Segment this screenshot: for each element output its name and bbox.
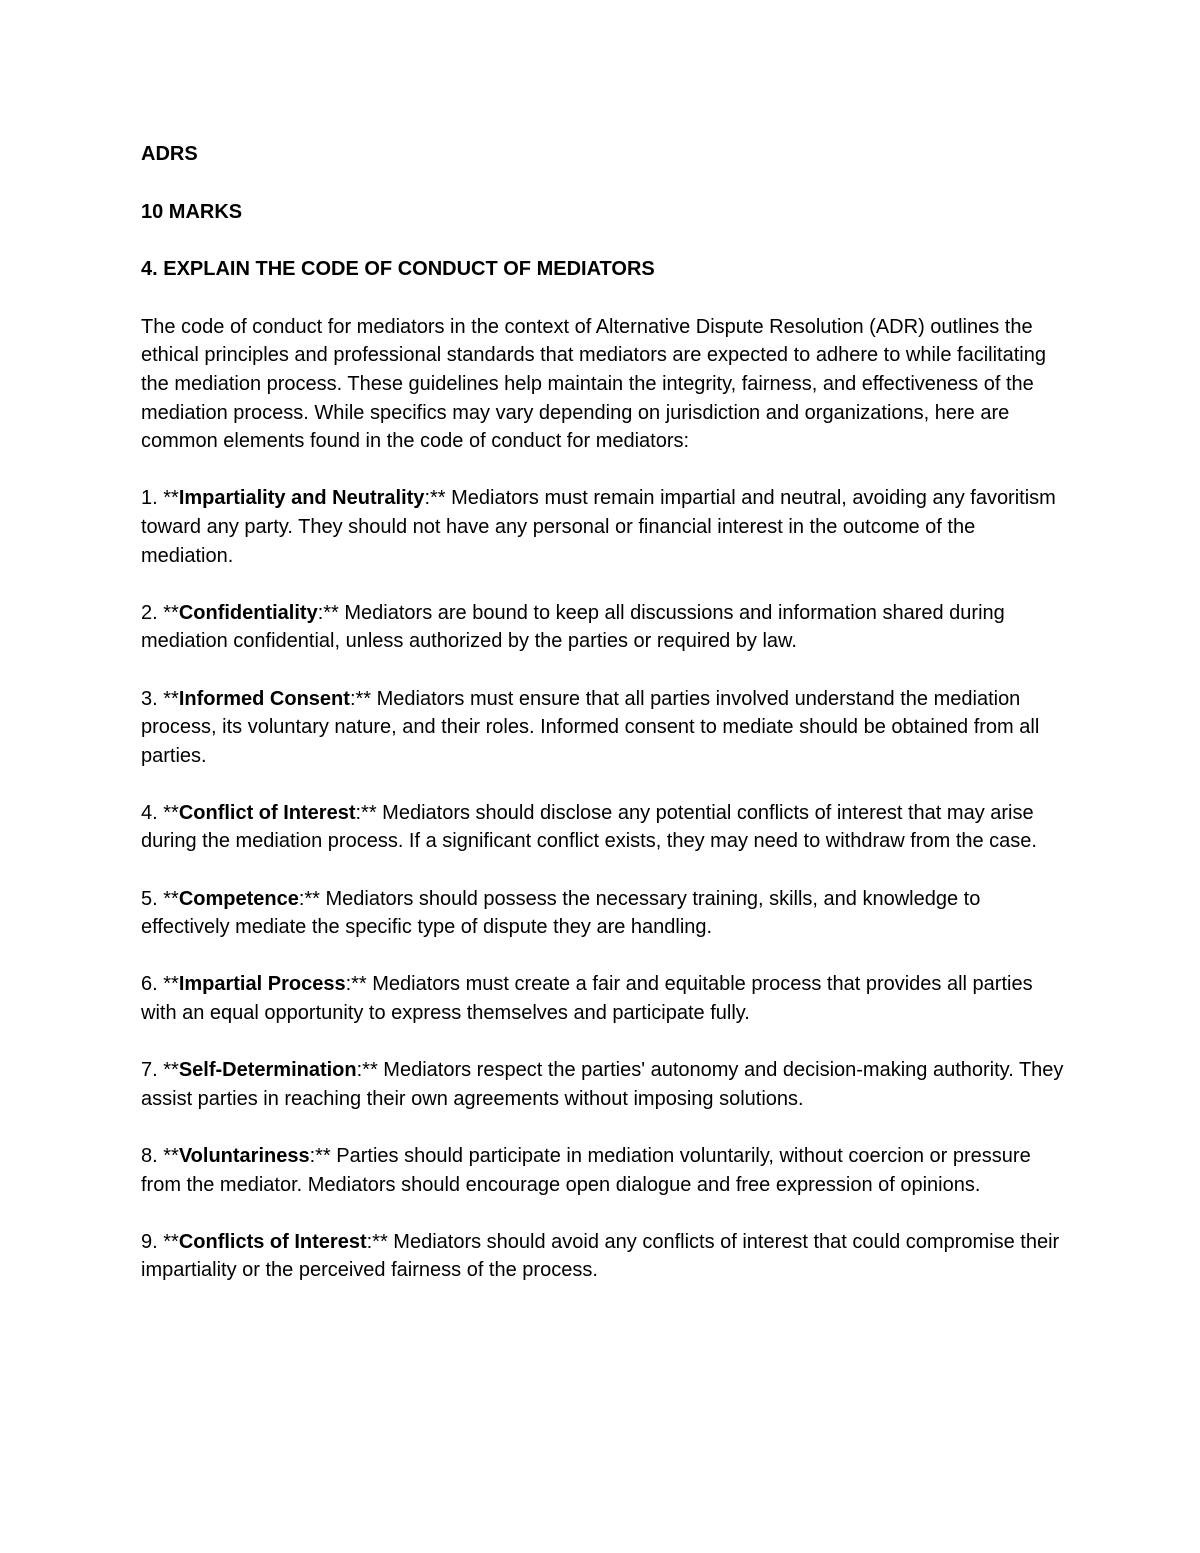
item-prefix: 7. ** bbox=[141, 1059, 179, 1082]
item-term: Voluntariness bbox=[178, 1145, 310, 1167]
item-text: :** Mediators should disclose any potential conflicts of interest that may arise during the mediation process. If a significant conflict exists, they may need to withdraw from the case. bbox=[141, 801, 1037, 853]
item-prefix: 6. ** bbox=[141, 973, 179, 996]
item-text: :** Mediators must ensure that all parties involved understand the mediation process, its voluntary nature, and their roles. Informed consent to mediate should be obtained from all parties. bbox=[141, 687, 1040, 767]
list-item bbox=[141, 484, 1071, 570]
item-term: Informed Consent bbox=[178, 687, 350, 710]
item-text: :** Mediators are bound to keep all discussions and information shared during mediation confidential, unless authorized by the parties or required by law. bbox=[141, 601, 1005, 653]
item-text: :** Parties should participate in mediation voluntarily, without coercion or pressure from the mediator. Mediators should encourage open dialogue and free expression of opinions. bbox=[141, 1145, 1031, 1196]
item-text: :** Mediators must create a fair and equitable process that provides all parties with an equal opportunity to express themselves and participate fully. bbox=[141, 973, 1033, 1025]
list-item bbox=[141, 885, 1071, 942]
item-term: Impartial Process bbox=[178, 973, 346, 996]
list-item bbox=[141, 599, 1071, 656]
intro-paragraph: The code of conduct for mediators in the context of Alternative Dispute Resolution (ADR) outlines the ethical principles and professional standards that mediators are expected to adhere to while facilitating the mediation process. These guidelines help maintain the integrity, fairness, and effectiveness of the mediation process. While specifics may vary depending on jurisdiction and organizations, here are common elements found in the code of conduct for mediators: bbox=[141, 315, 1046, 453]
item-term: Self-Determination bbox=[178, 1059, 357, 1082]
question-heading: 4. EXPLAIN THE CODE OF CONDUCT OF MEDIATORS bbox=[141, 258, 655, 281]
item-prefix: 3. ** bbox=[141, 687, 179, 710]
list-item bbox=[141, 1056, 1071, 1113]
item-prefix: 1. ** bbox=[141, 487, 179, 510]
course-title: ADRS bbox=[141, 143, 198, 165]
list-item bbox=[141, 970, 1071, 1027]
marks-label: 10 MARKS bbox=[141, 200, 243, 223]
item-prefix: 9. ** bbox=[141, 1230, 179, 1253]
list-item bbox=[141, 1228, 1071, 1285]
item-prefix: 2. ** bbox=[141, 601, 179, 624]
item-text: :** Mediators respect the parties' autonomy and decision-making authority. They assist parties in reaching their own agreements without imposing solutions. bbox=[141, 1059, 1064, 1110]
item-term: Confidentiality bbox=[178, 601, 318, 624]
item-term: Impartiality and Neutrality bbox=[178, 487, 425, 510]
item-text: :** Mediators should avoid any conflicts of interest that could compromise their impartiality or the perceived fairness of the process. bbox=[141, 1230, 1060, 1282]
item-text: :** Mediators must remain impartial and neutral, avoiding any favoritism toward any party. They should not have any personal or financial interest in the outcome of the mediation. bbox=[141, 487, 1056, 567]
item-text: :** Mediators should possess the necessary training, skills, and knowledge to effectively mediate the specific type of dispute they are handling. bbox=[141, 887, 981, 939]
item-term: Conflict of Interest bbox=[178, 801, 356, 824]
document-page bbox=[141, 140, 1071, 1314]
list-item bbox=[141, 799, 1071, 856]
list-item bbox=[141, 1142, 1071, 1199]
item-term: Conflicts of Interest bbox=[178, 1230, 367, 1253]
item-prefix: 8. ** bbox=[141, 1145, 179, 1167]
item-prefix: 4. ** bbox=[141, 801, 179, 824]
item-prefix: 5. ** bbox=[141, 887, 179, 910]
list-item bbox=[141, 685, 1071, 771]
item-term: Competence bbox=[178, 887, 299, 910]
